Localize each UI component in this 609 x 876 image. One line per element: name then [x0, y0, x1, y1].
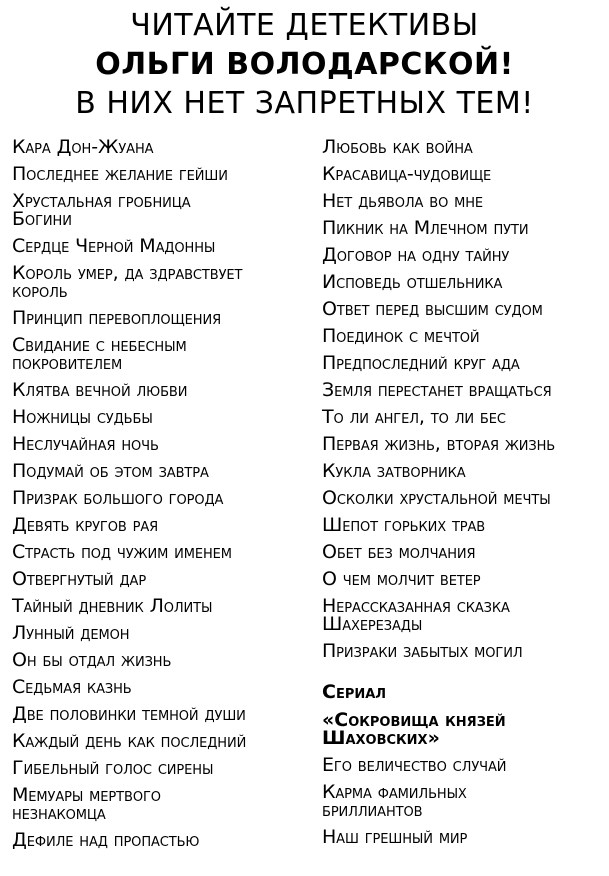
book-title-line: Нет дьявола во мне [322, 190, 484, 212]
book-title-line: Ножницы судьбы [12, 406, 153, 428]
book-title-line: Обет без молчания [322, 541, 476, 563]
book-title-line: Красавица-чудовище [322, 163, 492, 185]
book-title [12, 381, 310, 399]
book-title-line: То ли ангел, то ли бес [322, 406, 506, 428]
book-title [322, 192, 606, 210]
book-title-line: Девять кругов рая [12, 514, 159, 536]
book-title [322, 435, 606, 453]
book-title [12, 651, 310, 669]
book-title-line: Последнее желание гейши [12, 163, 228, 185]
left-column [12, 138, 310, 858]
book-title-line: Каждый день как последний [12, 730, 247, 752]
book-title-line: Он бы отдал жизнь [12, 649, 172, 671]
book-title [12, 570, 310, 588]
book-title [12, 435, 310, 453]
book-title-line: Призраки забытых могил [322, 640, 523, 662]
book-title [322, 300, 606, 318]
book-title [12, 165, 310, 183]
book-title-line: Ответ перед высшим судом [322, 298, 543, 320]
serial-items [322, 756, 606, 846]
book-title-line: Хрустальная гробница [12, 190, 191, 212]
book-title-line: бриллиантов [322, 799, 423, 821]
book-title [12, 237, 310, 255]
book-title [12, 678, 310, 696]
book-title-line: Призрак большого города [12, 487, 224, 509]
book-title [12, 462, 310, 480]
book-title-line: Наш грешный мир [322, 826, 468, 848]
book-title [322, 408, 606, 426]
book-title-line: Исповедь отшельника [322, 271, 503, 293]
book-title [12, 516, 310, 534]
header-line-2: ОЛЬГИ ВОЛОДАРСКОЙ! [95, 47, 514, 82]
serial-title-line: «Сокровища князей [322, 709, 506, 731]
book-title [12, 264, 310, 300]
book-title [12, 705, 310, 723]
book-title [322, 570, 606, 588]
book-title-line: Лунный демон [12, 622, 130, 644]
header-line-3: В НИХ НЕТ ЗАПРЕТНЫХ ТЕМ! [75, 86, 534, 121]
book-title-line: Карма фамильных [322, 781, 467, 803]
book-title [12, 408, 310, 426]
book-title [322, 273, 606, 291]
book-title [12, 831, 310, 849]
book-title-line: О чем молчит ветер [322, 568, 481, 590]
book-title [322, 246, 606, 264]
book-title [322, 597, 606, 633]
header [0, 0, 609, 123]
book-title-line: Гибельный голос сирены [12, 757, 214, 779]
book-title [322, 138, 606, 156]
book-title [12, 192, 310, 228]
book-title-line: Кукла затворника [322, 460, 466, 482]
book-title-line: Дефиле над пропастью [12, 829, 200, 851]
book-title-line: Отвергнутый дар [12, 568, 147, 590]
book-title [12, 309, 310, 327]
book-title [322, 516, 606, 534]
book-title [322, 219, 606, 237]
book-title-line: Сердце Черной Мадонны [12, 235, 216, 257]
book-title-line: Тайный дневник Лолиты [12, 595, 213, 617]
book-title-line: незнакомца [12, 802, 106, 824]
serial-block [322, 683, 606, 846]
book-title-line: покровителем [12, 352, 123, 374]
book-title [322, 381, 606, 399]
book-title [12, 759, 310, 777]
right-column [322, 138, 606, 855]
book-title-line: Страсть под чужим именем [12, 541, 232, 563]
book-title-line: Пикник на Млечном пути [322, 217, 529, 239]
book-title [12, 732, 310, 750]
book-title [12, 336, 310, 372]
book-title [322, 828, 606, 846]
book-title [12, 597, 310, 615]
book-title [12, 786, 310, 822]
book-title-line: Осколки хрустальной мечты [322, 487, 551, 509]
serial-title-line: Шаховских» [322, 727, 440, 749]
book-title-line: Земля перестанет вращаться [322, 379, 552, 401]
book-title-line: Подумай об этом завтра [12, 460, 209, 482]
book-title [12, 489, 310, 507]
book-title [322, 783, 606, 819]
book-title-line: Богини [12, 208, 72, 230]
book-title [322, 489, 606, 507]
serial-title [322, 711, 606, 747]
book-title-line: Король умер, да здравствует [12, 262, 243, 284]
right-title-list [322, 138, 606, 660]
book-title-line: Шахерезады [322, 613, 423, 635]
book-title [322, 327, 606, 345]
book-title [12, 624, 310, 642]
book-title [322, 462, 606, 480]
book-title-line: Седьмая казнь [12, 676, 132, 698]
book-title-line: король [12, 280, 68, 302]
book-title-line: Его величество случай [322, 754, 507, 776]
book-title-line: Мемуары мертвого [12, 784, 161, 806]
book-title-line: Первая жизнь, вторая жизнь [322, 433, 556, 455]
book-title-line: Поединок с мечтой [322, 325, 480, 347]
book-title [322, 165, 606, 183]
book-title [12, 138, 310, 156]
book-title-line: Две половинки темной души [12, 703, 246, 725]
book-title-line: Предпоследний круг ада [322, 352, 520, 374]
book-title-line: Неслучайная ночь [12, 433, 159, 455]
book-title [322, 642, 606, 660]
book-title-line: Кара Дон-Жуана [12, 136, 154, 158]
serial-label: Сериал [322, 681, 387, 703]
book-title-line: Свидание с небесным [12, 334, 187, 356]
book-title [322, 756, 606, 774]
book-title-line: Договор на одну тайну [322, 244, 510, 266]
book-title-line: Нерассказанная сказка [322, 595, 510, 617]
book-title-line: Принцип перевоплощения [12, 307, 222, 329]
book-title [322, 543, 606, 561]
book-title-line: Клятва вечной любви [12, 379, 188, 401]
header-line-1: ЧИТАЙТЕ ДЕТЕКТИВЫ [130, 8, 479, 43]
book-title-line: Любовь как война [322, 136, 473, 158]
book-title [12, 543, 310, 561]
book-title [322, 354, 606, 372]
book-title-line: Шепот горьких трав [322, 514, 486, 536]
